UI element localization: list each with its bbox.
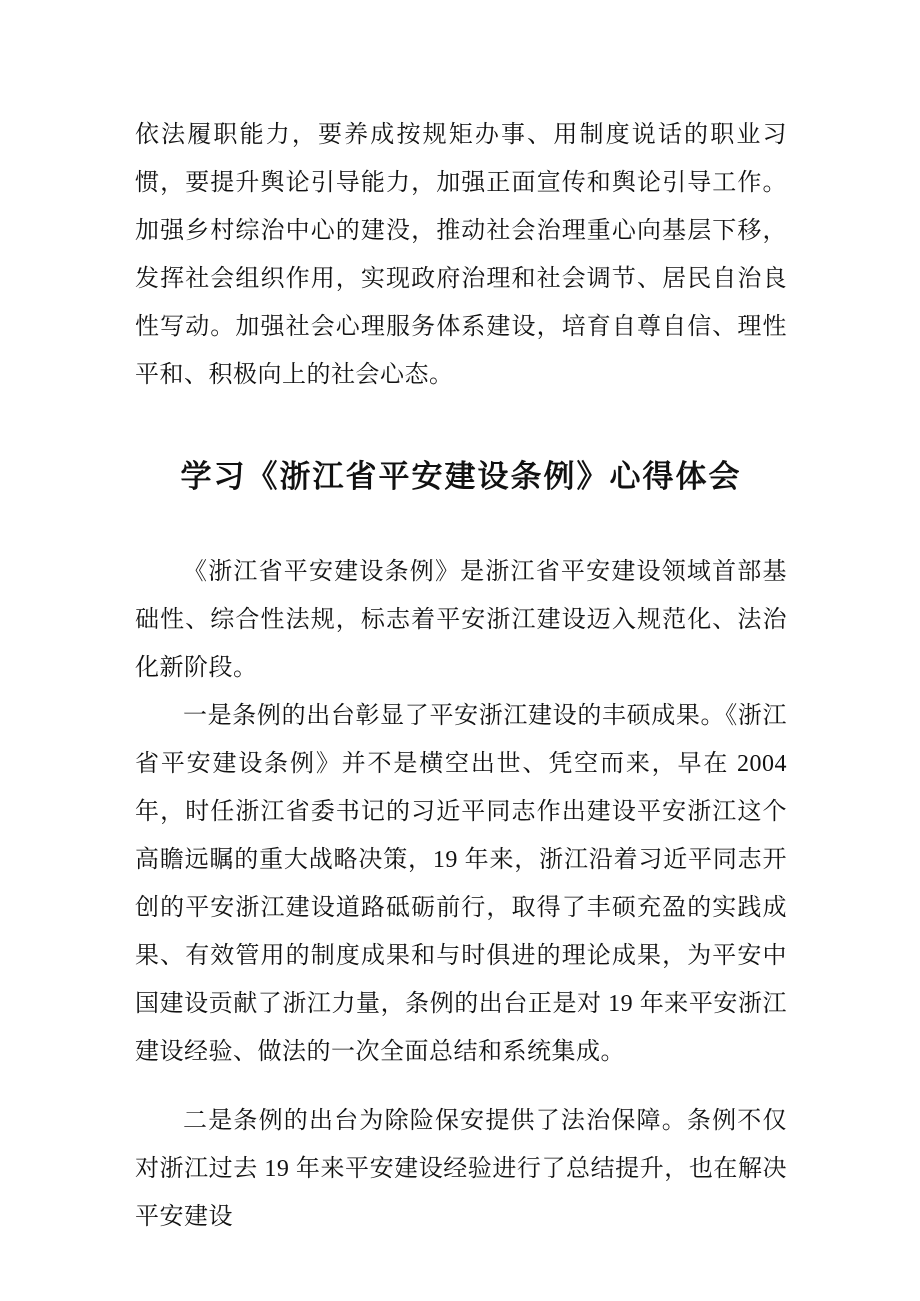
document-title: 学习《浙江省平安建设条例》心得体会: [180, 459, 742, 494]
paragraph-intro: 《浙江省平安建设条例》是浙江省平安建设领域首部基础性、综合性法规，标志着平安浙江建设迈入规范化、法治化新阶段。: [135, 559, 787, 681]
paragraph-continuation: 依法履职能力，要养成按规矩办事、用制度说话的职业习惯，要提升舆论引导能力，加强正面宣传和舆论引导工作。加强乡村综治中心的建没，推动社会治理重心向基层下移，发挥社会组织作用，实现政府治理和社会调节、居民自治良性写动。加强社会心理服务体系建设，培育自尊自信、理性平和、积极向上的社会心态。: [135, 122, 787, 388]
paragraph-point-one: 一是条例的出台彰显了平安浙江建设的丰硕成果。《浙江省平安建设条例》并不是横空出世、凭空而来，早在 2004 年，时任浙江省委书记的习近平同志作出建设平安浙江这个高瞻远瞩的重大战略决策，19 年来，浙江沿着习近平同志开创的平安浙江建设道路砥砺前行，取得了丰硕充盈的实践成果、有效管用的制度成果和与时俱进的理论成果，为平安中国建设贡献了浙江力量，条例的出台正是对 19 年来平安浙江建设经验、做法的一次全面总结和系统集成。: [135, 703, 787, 1065]
paragraph-point-two: 二是条例的出台为除险保安提供了法治保障。条例不仅对浙江过去 19 年来平安建设经验进行了总结提升，也在解决平安建设: [135, 1108, 787, 1230]
